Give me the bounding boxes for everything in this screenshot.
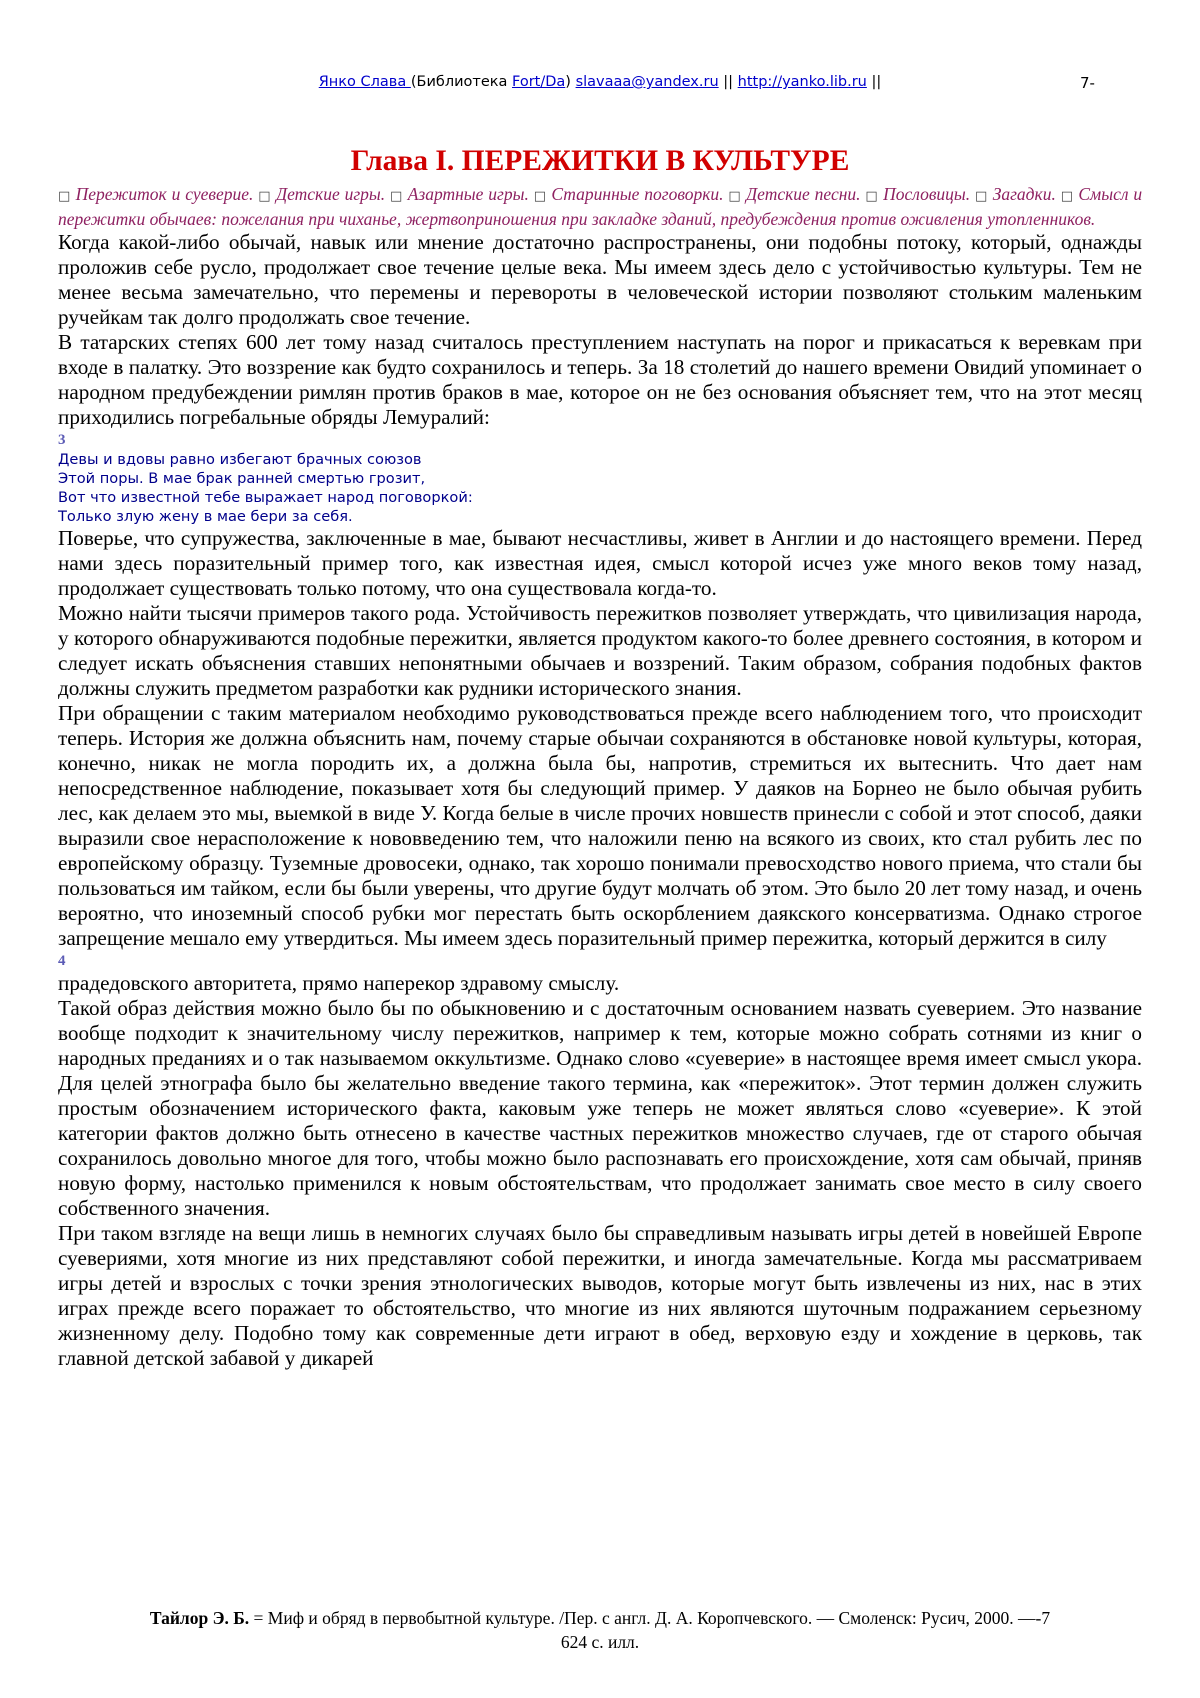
footer-citation-text: = Миф и обряд в первобытной культуре. /Пер. с англ. Д. А. Коропчевского. — Смоленск: Русич, 2000. —-7 — [249, 1608, 1051, 1628]
square-bullet-icon: □ — [865, 189, 879, 204]
body-paragraph: В татарских степях 600 лет тому назад считалось преступлением наступать на порог и прикасаться к веревкам при входе в палатку. Это воззрение как будто сохранилось и теперь. За 18 столетий до нашего времени Овидий упоминает о народном предубеждении римлян против браков в мае, которое он не без основания объясняет тем, что на этот месяц приходились погребальные обряды Лемуралий: — [58, 330, 1142, 429]
summary-item: Старинные поговорки. — [551, 184, 724, 204]
footer-pages: 624 с. илл. — [560, 1632, 640, 1652]
page-marker: 3 — [58, 432, 66, 448]
library-suffix: ) — [565, 74, 576, 90]
library-prefix: (Библиотека — [410, 74, 513, 90]
main-content — [58, 143, 1142, 1371]
body-paragraph: При таком взгляде на вещи лишь в немногих случаях было бы справедливым называть игры детей в новейшей Европе суевериями, хотя многие из них представляют собой пережитки, и иногда замечательные. Когда мы рассматриваем игры детей и взрослых с точки зрения этнологических выводов, которые могут быть извлечены из них, нас в этих играх прежде всего поражает то обстоятельство, что многие из них являются шуточным подражанием серьезному жизненному делу. Подобно тому как современные дети играют в обед, верховую езду и хождение в церковь, так главной детской забавой у дикарей — [58, 1221, 1142, 1370]
square-bullet-icon: □ — [975, 189, 988, 204]
body-paragraph: Поверье, что супружества, заключенные в мае, бывают несчастливы, живет в Англии и до настоящего времени. Перед нами здесь поразительный пример того, как известная идея, смысл которой исчез уже много веков тому назад, продолжает существовать только потому, что она существовала когда-то. — [58, 526, 1142, 600]
page-marker: 4 — [58, 953, 66, 969]
summary-item: Пережиток и суеверие. — [75, 184, 254, 204]
email-link[interactable]: slavaaa@yandex.ru — [575, 74, 719, 90]
page-header — [0, 74, 1200, 90]
body-paragraph: При обращении с таким материалом необходимо руководствоваться прежде всего наблюдением того, что происходит теперь. История же должна объяснить нам, почему старые обычаи сохраняются в обстановке новой культуры, которая, конечно, никак не могла породить их, а должна была бы, напротив, стремиться их вытеснить. Что дает нам непосредственное наблюдение, показывает хотя бы следующий пример. У даяков на Борнео не было обычая рубить лес, как делаем это мы, выемкой в виде У. Когда белые в числе прочих новшеств принесли с собой и этот способ, даяки выразили свое нерасположение к нововведению тем, что наложили пеню на всякого из своих, кто стал рубить лес по европейскому образцу. Туземные дровосеки, однако, так хорошо понимали превосходство нового приема, что стали бы пользоваться им тайком, если бы были уверены, что другие будут молчать об этом. Это было 20 лет тому назад, и очень вероятно, что иноземный способ рубки мог перестать быть оскорблением даякского консерватизма. Однако строгое запрещение мешало ему утвердиться. Мы имеем здесь поразительный пример пережитка, который держится в силу — [58, 701, 1142, 950]
verse-line: Этой поры. В мае брак ранней смертью грозит, — [58, 470, 426, 487]
square-bullet-icon: □ — [258, 189, 272, 204]
summary-item: Детские игры. — [275, 184, 386, 204]
body-paragraph: Можно найти тысячи примеров такого рода. Устойчивость пережитков позволяет утверждать, что цивилизация народа, у которого обнаруживаются подобные пережитки, является продуктом какого-то более древнего состояния, в котором и следует искать объяснения ставших непонятными обычаев и воззрений. Таким образом, собрания подобных фактов должны служить предметом разработки как рудники исторического знания. — [58, 601, 1142, 700]
header-separator: || — [718, 74, 738, 90]
header-separator: || — [866, 74, 882, 90]
square-bullet-icon: □ — [58, 189, 71, 204]
verse-line: Только злую жену в мае бери за себя. — [58, 508, 353, 525]
verse-line: Вот что известной тебе выражает народ поговоркой: — [58, 489, 473, 506]
square-bullet-icon: □ — [390, 189, 403, 204]
summary-item: Азартные игры. — [407, 184, 529, 204]
chapter-summary — [58, 183, 1142, 230]
author-link[interactable]: Янко Слава — [318, 74, 411, 90]
library-link[interactable]: Fort/Da — [512, 74, 566, 90]
footer-author: Тайлор Э. Б. — [149, 1608, 250, 1628]
summary-item: Пословицы. — [883, 184, 971, 204]
site-link[interactable]: http://yanko.lib.ru — [737, 74, 867, 90]
body-paragraph: Такой образ действия можно было бы по обыкновению и с достаточным основанием назвать суеверием. Это название вообще подходит к значительному числу пережитков, например к тем, которые можно собрать сотнями из книг о народных преданиях и о так называемом оккультизме. Однако слово «суеверие» в настоящее время имеет смысл укора. Для целей этнографа было бы желательно введение такого термина, как «пережиток». Этот термин должен служить простым обозначением исторического факта, каковым уже теперь не может являться слово «суеверие». К этой категории фактов должно быть отнесено в качестве частных пережитков множество случаев, где от старого обычая сохранилось довольно многое для того, чтобы можно было распознавать его происхождение, хотя сам обычай, приняв новую форму, настолько применился к новым обстоятельствам, что продолжает занимать свое место в силу своего собственного значения. — [58, 996, 1142, 1220]
summary-item: Смысл и пережитки обычаев: пожелания при чиханье, жертвоприношения при закладке зданий, предубеждения против оживления утопленников. — [58, 184, 1143, 229]
page-footer — [58, 1606, 1142, 1654]
body-paragraph-continued: прадедовского авторитета, прямо наперекор здравому смыслу. — [58, 971, 620, 995]
page-number: 7- — [1080, 74, 1095, 92]
square-bullet-icon: □ — [728, 189, 742, 204]
verse-line: Девы и вдовы равно избегают брачных союзов — [58, 451, 422, 468]
square-bullet-icon: □ — [1060, 189, 1074, 204]
summary-item: Детские песни. — [746, 184, 861, 204]
body-paragraph: Когда какой-либо обычай, навык или мнение достаточно распространены, они подобны потоку, который, однажды проложив себе русло, продолжает свое течение целые века. Мы имеем здесь дело с устойчивостью культуры. Тем не менее весьма замечательно, что перемены и перевороты в человеческой истории позволяют стольким маленьким ручейкам так долго продолжать свое течение. — [58, 230, 1142, 329]
square-bullet-icon: □ — [533, 189, 547, 204]
verse-block — [58, 450, 1142, 526]
footer-citation — [58, 1606, 1142, 1630]
summary-item: Загадки. — [992, 184, 1056, 204]
chapter-title: Глава I. ПЕРЕЖИТКИ В КУЛЬТУРЕ — [350, 145, 850, 177]
